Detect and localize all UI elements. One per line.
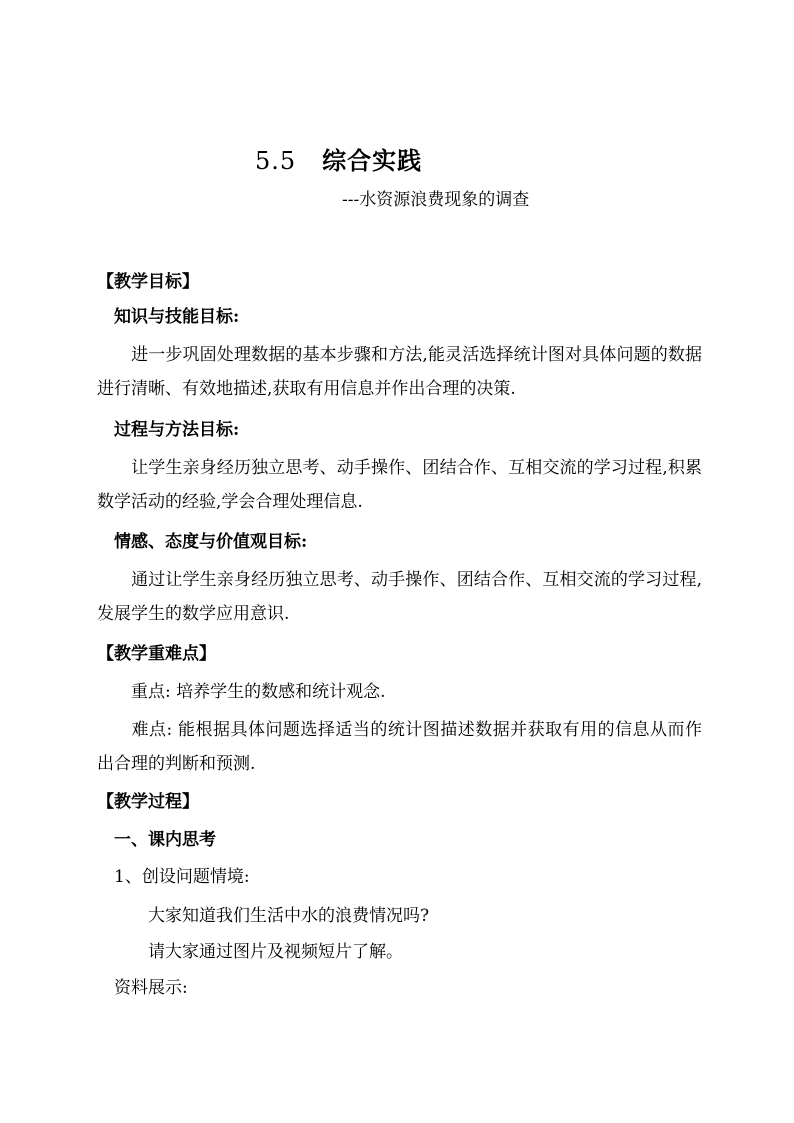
process-text-body: 让学生亲身经历独立思考、动手操作、团结合作、互相交流的学习过程,积累数学活动的经验,学会合理处理信息. bbox=[97, 458, 702, 512]
title-number: 5.5 bbox=[255, 147, 297, 175]
materials-label: 资料展示: bbox=[114, 978, 188, 998]
difficult-point-text: 难点: 能根据具体问题选择适当的统计图描述数据并获取有用的信息从而作出合理的判断和预测. bbox=[97, 720, 702, 774]
process-heading: 过程与方法目标: bbox=[114, 420, 240, 440]
page-subtitle: ---水资源浪费现象的调查 bbox=[342, 190, 530, 210]
question2: 请大家通过图片及视频短片了解。 bbox=[148, 942, 403, 962]
question1: 大家知道我们生活中水的浪费情况吗? bbox=[148, 906, 430, 926]
knowledge-heading: 知识与技能目标: bbox=[114, 307, 240, 327]
key-point bbox=[97, 675, 702, 709]
emotion-text-body: 通过让学生亲身经历独立思考、动手操作、团结合作、互相交流的学习过程,发展学生的数学应用意识. bbox=[97, 570, 702, 624]
page-title bbox=[255, 146, 422, 176]
key-point-text: 重点: 培养学生的数感和统计观念. bbox=[131, 682, 386, 702]
knowledge-text bbox=[97, 338, 702, 406]
difficult-point bbox=[97, 713, 702, 781]
item1: 1、创设问题情境: bbox=[114, 867, 250, 887]
title-text: 综合实践 bbox=[322, 146, 423, 175]
knowledge-text-body: 进一步巩固处理数据的基本步骤和方法,能灵活选择统计图对具体问题的数据进行清晰、有效地描述,获取有用信息并作出合理的决策. bbox=[97, 345, 702, 399]
objectives-heading: 【教学目标】 bbox=[97, 272, 199, 292]
teaching-process-heading: 【教学过程】 bbox=[97, 792, 199, 812]
emotion-text bbox=[97, 563, 702, 631]
process-text bbox=[97, 451, 702, 519]
part1-heading: 一、课内思考 bbox=[114, 830, 216, 850]
key-difficulty-heading: 【教学重难点】 bbox=[97, 644, 216, 664]
emotion-heading: 情感、态度与价值观目标: bbox=[114, 532, 308, 552]
